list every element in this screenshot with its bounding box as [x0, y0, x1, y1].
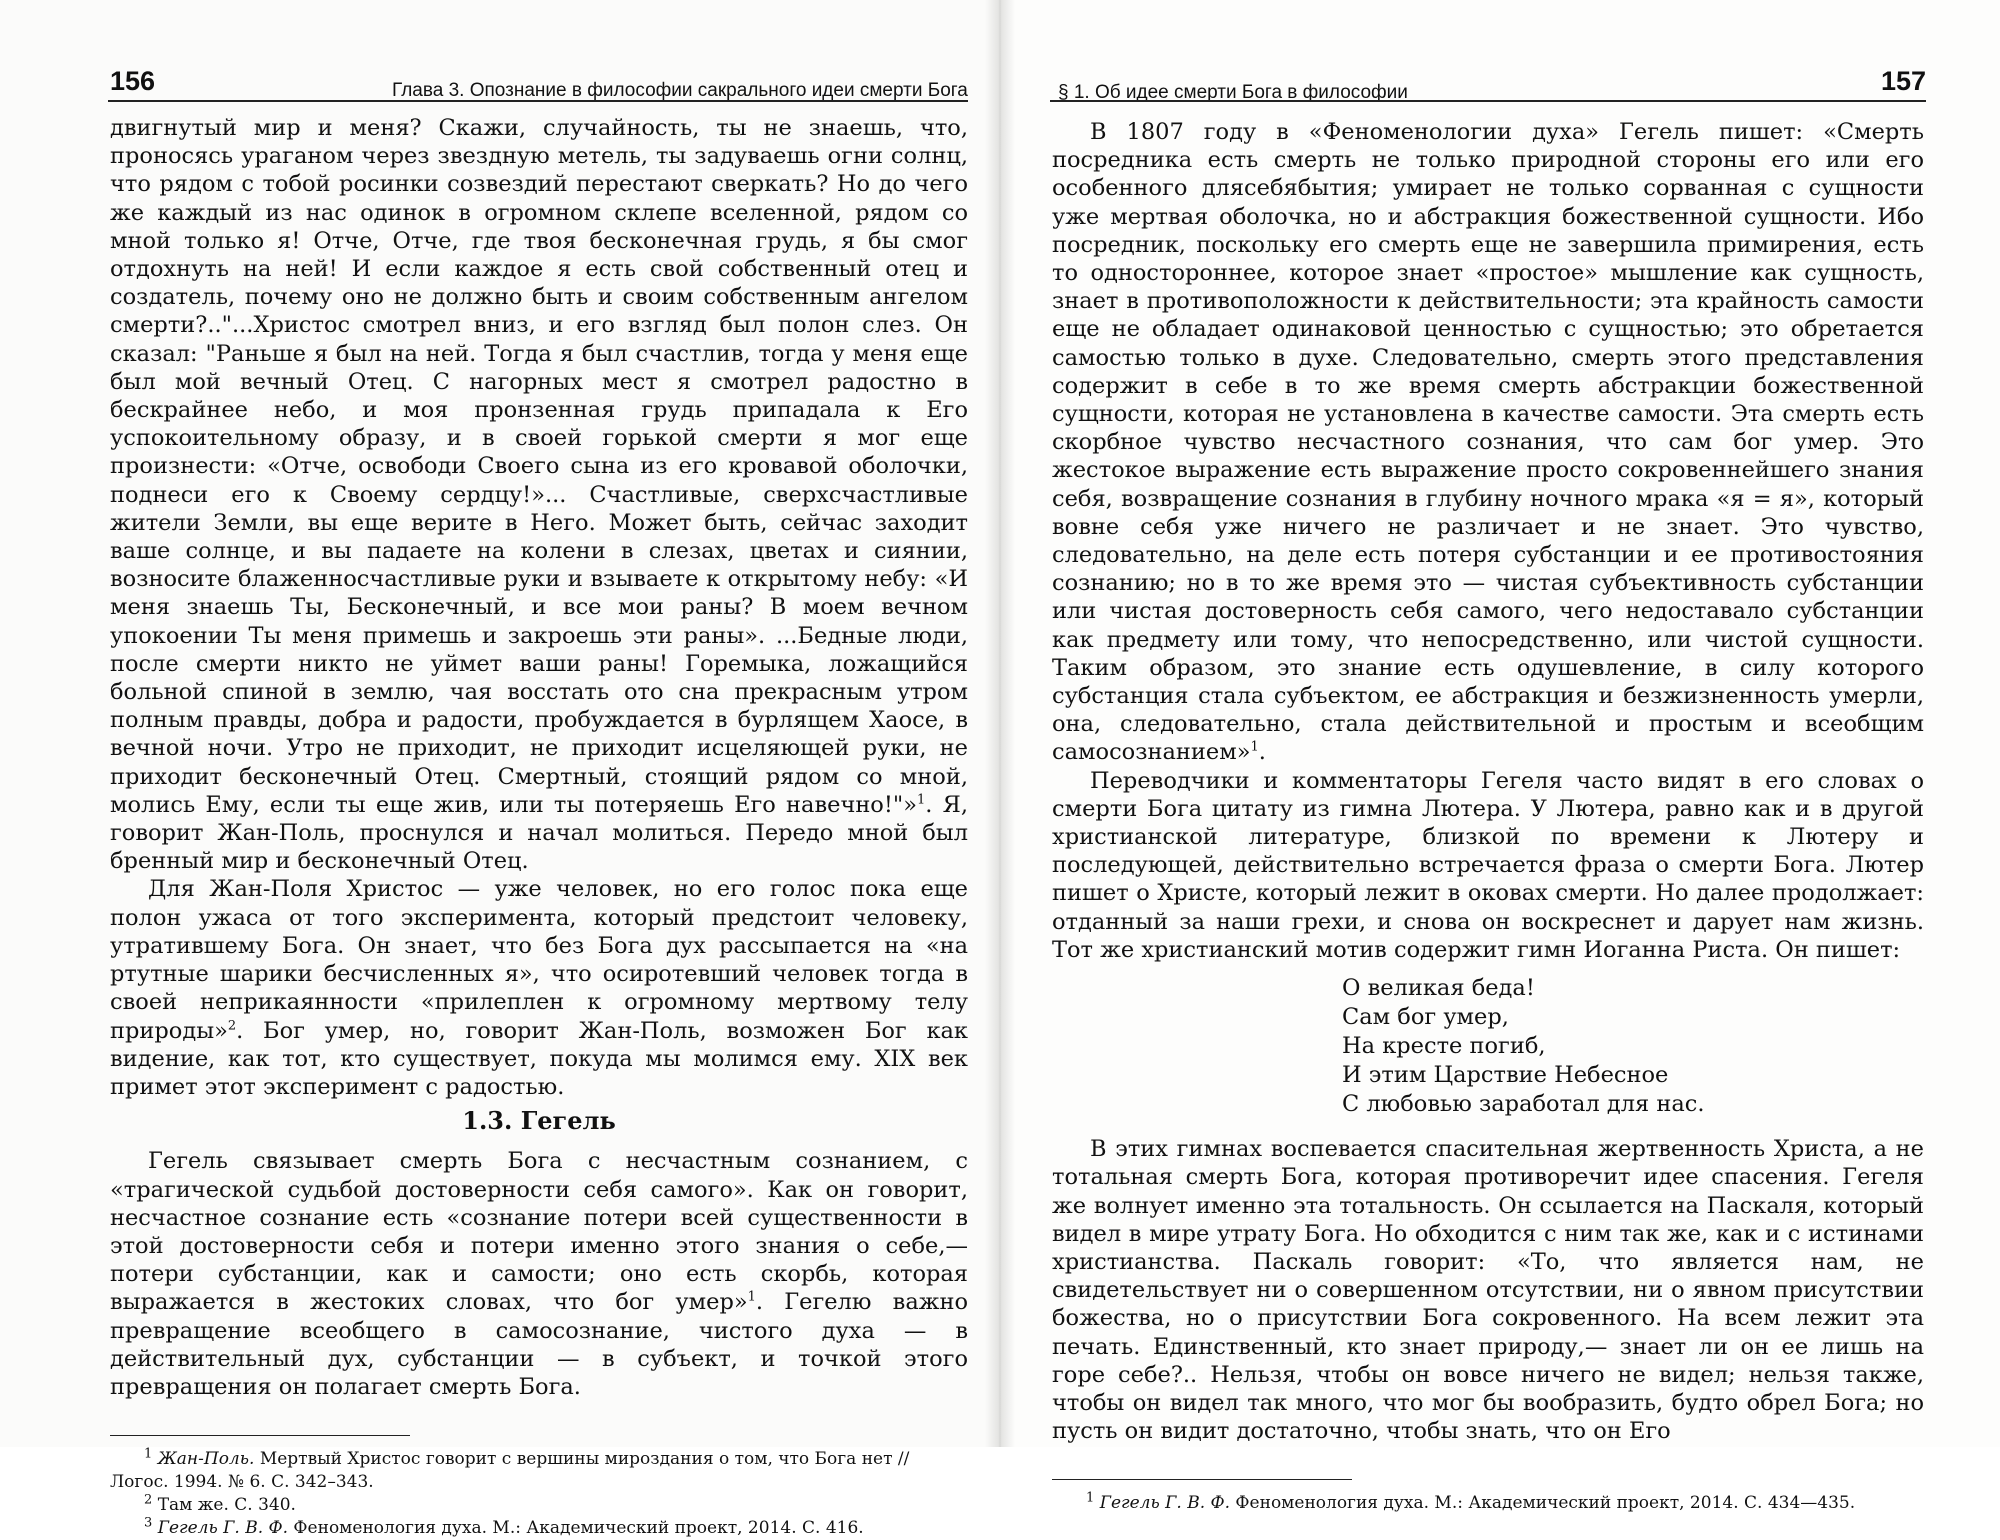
right-footnote-rule — [1052, 1479, 1352, 1480]
left-text-block — [110, 114, 968, 1540]
footnote-ref: 1 — [1250, 739, 1259, 755]
poem-line: На кресте погиб, — [1342, 1033, 1546, 1060]
left-paragraph-3: Гегель связывает смерть Бога с несчастным сознанием, с «трагической судьбой достоверности себя самого». Как он говорит, несчастное сознание есть «сознание потери всей существенности в этой достоверности себя и потери именно этого знания о себе,— потери субстанции, как и самости; оно есть скорбь, которая выражается в жестоких словах, что бог умер»$^1$. Гегелю важно превращение всеобщего в самосознание, чистого духа — в действительный дух, субстанции — в субъект, и точкой этого превращения он полагает смерть Бога. — [110, 1148, 968, 1400]
footnote-ref: 1 — [917, 792, 926, 808]
left-paragraph-2: Для Жан-Поля Христос — уже человек, но его голос пока еще полон ужаса от того эксперимента, который предстоит человеку, утратившему Бога. Он знает, что без Бога дух рассыпается на «на ртутные шарики бесчисленных я», что осиротевший человек тогда в своей неприкаянности «прилеплен к огромному мертвому телу природы»$^2$. Бог умер, но, говорит Жан-Поль, возможен Бог как видение, как тот, кто существует, покуда мы молимся ему. XIX век примет этот эксперимент с радостью. — [110, 876, 968, 1100]
right-page-number: 157 — [1880, 66, 1926, 96]
left-page-number: 156 — [110, 66, 156, 96]
poem-line: Сам бог умер, — [1342, 1004, 1509, 1031]
right-footnote-1: $^1$ Гегель Г. В. Ф. Феноменология духа. М.: Академический проект, 2014. С. 434—435. — [1086, 1490, 1856, 1514]
footnote-ref: 1 — [747, 1289, 756, 1305]
book-gutter — [985, 0, 1015, 1447]
left-footnote-rule — [110, 1435, 410, 1436]
right-header-rule — [1050, 100, 1926, 102]
right-paragraph-2: Переводчики и комментаторы Гегеля часто видят в его словах о смерти Бога цитату из гимна Лютера. У Лютера, равно как и в другой христианской литературе, близкой по времени к Лютеру и последующей, действительно встречается фраза о смерти Бога. Лютер пишет о Христе, который лежит в оковах смерти. Но далее продолжает: отданный за наши грехи, и снова он воскреснет и дарует нам жизнь. Тот же христианский мотив содержит гимн Иоганна Риста. Он пишет: — [1052, 767, 1924, 963]
poem-line: С любовью заработал для нас. — [1342, 1091, 1705, 1118]
left-footnote-3: $^3$ Гегель Г. В. Ф. Феноменология духа. М.: Академический проект, 2014. С. 416. — [144, 1515, 864, 1539]
left-running-head: Глава 3. Опознание в философии сакрального идеи смерти Бога — [392, 80, 968, 101]
hymn-quote — [1342, 974, 1924, 1119]
section-heading: 1.3. Гегель — [462, 1106, 616, 1136]
left-footnote-1: $^1$ Жан-Поль. Мертвый Христос говорит с вершины мироздания о том, что Бога нет // Логос. 1994. № 6. С. 342–343. — [110, 1446, 910, 1493]
right-text-block — [1052, 118, 1924, 1515]
left-header-rule — [108, 100, 968, 102]
right-paragraph-3: В этих гимнах воспевается спасительная жертвенность Христа, а не тотальная смерть Бога, которая противоречит идее спасения. Гегеля же волнует именно эта тотальность. Он ссылается на Паскаля, который видел в мире утрату Бога. Но обходится с ним так же, как и с истинами христианства. Паскаль говорит: «То, что является нам, не свидетельствует ни о совершенном отсутствии, ни о явном присутствии божества, но о присутствии Бога сокровенного. На всем лежит эта печать. Единственный, кто знает природу,— знает ли он ее лишь на горе себе?.. Нельзя, чтобы он вовсе ничего не видел; нельзя также, чтобы он видел так много, что мог бы вообразить, будто обрел Бога; но пусть он видит достаточно, чтобы знать, что он Его — [1052, 1136, 1924, 1445]
right-running-head: § 1. Об идее смерти Бога в философии — [1058, 82, 1408, 103]
right-paragraph-1: В 1807 году в «Феноменологии духа» Гегель пишет: «Смерть посредника есть смерть не только природной стороны его или его особенного длясебябытия; умирает не только сорванная с сущности уже мертвая оболочка, но и абстракция божественной сущности. Ибо посредник, поскольку его смерть еще не завершила примирения, есть то одностороннее, которое знает «простое» мышление как сущность, знает в противоположности к действительности; эта крайность самости еще не обладает одинаковой ценностью с сущностью; это обретается самостью только в духе. Следовательно, смерть этого представления содержит в себе в то же время смерть абстракции божественной сущности, которая не установлена в качестве самости. Эта смерть есть скорбное чувство несчастного сознания, что сам бог умер. Это жестокое выражение есть выражение просто сокровеннейшего знания себя, возвращение сознания в глубину ночного мрака «я = я», который вовне себя уже ничего не различает и не знает. Это чувство, следовательно, на деле есть потеря субстанции и ее противостояния сознанию; но в то же время это — чистая субъективность субстанции или чистая достоверность себя самого, чего недоставало субстанции как предмету или тому, что непосредственно, или чистой сущности. Таким образом, это знание есть одушевление, в силу которого субстанция стала субъектом, ее абстракция и безжизненность умерли, она, следовательно, стала действительной и простым и всеобщим самосознанием»$^1$. — [1052, 119, 1924, 766]
left-footnote-2: $^2$ Там же. С. 340. — [144, 1492, 296, 1516]
poem-line: О великая беда! — [1342, 975, 1535, 1002]
poem-line: И этим Царствие Небесное — [1342, 1062, 1669, 1089]
footnote-ref: 2 — [227, 1018, 237, 1033]
left-paragraph-1: двигнутый мир и меня? Скажи, случайность, ты не знаешь, что, проносясь ураганом через звездную метель, ты задуваешь огни солнц, что рядом с тобой росинки созвездий перестают сверкать? Но до чего же каждый из нас одинок в огромном склепе вселенной, рядом со мной только я! Отче, Отче, где твоя бесконечная грудь, я бы смог отдохнуть на ней! И если каждое я есть свой собственный отец и создатель, почему оно не должно быть и своим собственным ангелом смерти?.."...Христос смотрел вниз, и его взгляд был полон слез. Он сказал: "Раньше я был на ней. Тогда я был счастлив, тогда у меня еще был мой вечный Отец. С нагорных мест я смотрел радостно в бескрайнее небо, и моя пронзенная грудь припадала к Его успокоительному образу, и в своей горькой смерти я мог еще произнести: «Отче, освободи Своего сына из его кровавой оболочки, поднеси его к Своему сердцу!»... Счастливые, сверхсчастливые жители Земли, вы еще верите в Него. Может быть, сейчас заходит ваше солнце, и вы падаете на колени в слезах, цветах и сиянии, возносите блаженносчастливые руки и взываете к открытому небу: «И меня знаешь Ты, Бесконечный, и все мои раны? В моем вечном упокоении Ты меня примешь и закроешь эти раны». ...Бедные люди, после смерти никто не уймет ваши раны! Горемыка, ложащийся больной спиной в землю, чая восстать ото сна прекрасным утром полным правды, добра и радости, пробуждается в бурлящем Хаосе, в вечной ночи. Утро не приходит, не приходит исцеляющей руки, не приходит бесконечный Отец. Смертный, стоящий рядом со мной, молись Ему, если ты еще жив, или ты потеряешь Его навечно!"»$^1$. Я, говорит Жан-Поль, проснулся и начал молиться. Передо мной был бренный мир и бесконечный Отец. — [110, 115, 968, 875]
